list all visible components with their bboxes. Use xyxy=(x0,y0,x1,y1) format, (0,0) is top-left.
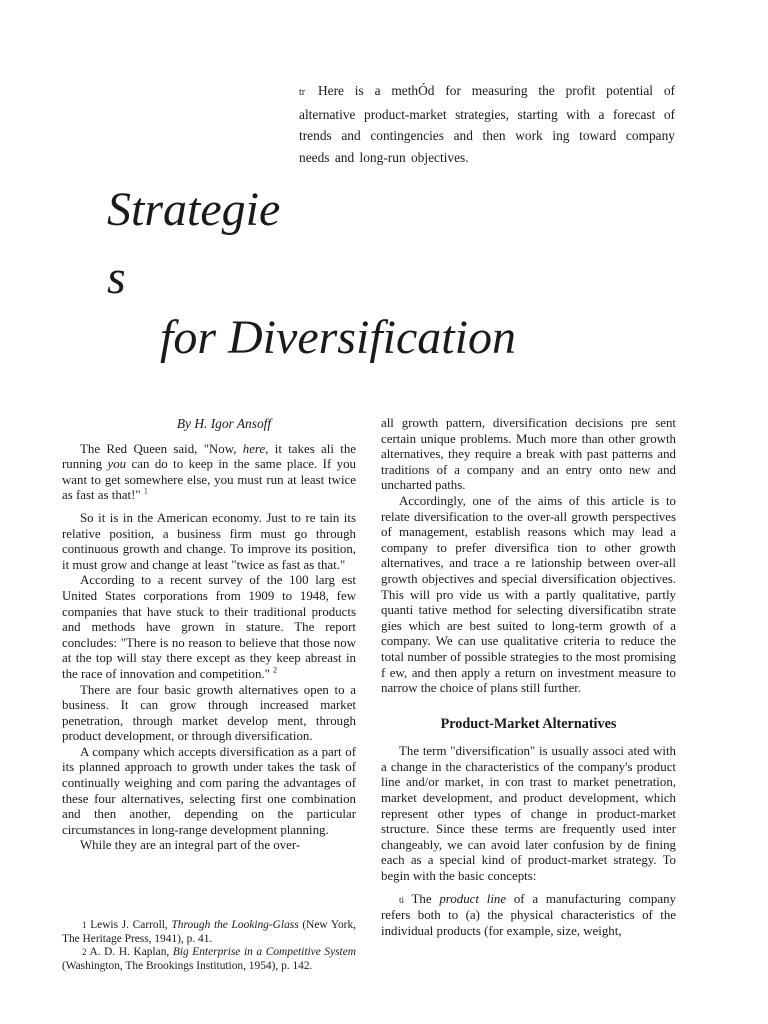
paragraph-red-queen xyxy=(62,442,356,504)
section-heading: Product-Market Alternatives xyxy=(440,715,617,732)
text-span: The Red Queen said, "Now, xyxy=(80,441,243,456)
paragraph-term-diversification: The term "diversification" is usually associ ated with a change in the characteristics of the company's product line and/or market, in con trast to market penetration, market development, and product development, which represent other types of change in product-market structure. Since these terms are frequently used inter changeably, we can avoid later confusion by de fining each as a special kind of product-market strategy. To begin with the basic concepts: xyxy=(381,744,676,884)
emphasis: product line xyxy=(439,891,507,906)
emphasis: you xyxy=(107,457,127,472)
left-column xyxy=(62,416,356,854)
footnote-ref-2: 2 xyxy=(273,665,278,675)
text-span: it takes ali the running xyxy=(62,441,356,472)
byline: By H. Igor Ansoff xyxy=(176,416,272,431)
lede-marker: tr xyxy=(299,87,306,98)
right-column xyxy=(381,416,676,939)
text-span: can do to keep in the same place. If you want to get somewhere else, you must run at least twice as fast as that!" xyxy=(62,457,356,503)
paragraph-american-economy: So it is in the American economy. Just to re tain its relative position, a business firm must go through continuous growth and change. To improve its position, it must grow and change at least "twice as fast as that." xyxy=(62,510,356,572)
emphasis: here, xyxy=(242,441,269,456)
footnotes xyxy=(62,919,356,973)
paragraph-product-line xyxy=(381,892,676,940)
text-span: (New York, The Heritage Press, 1941), p. 41. xyxy=(62,919,356,945)
paragraph-company-accepts: A company which accepts diversification as a part of its planned approach to growth under takes the task of continually weighing and com paring the advantages of these four alternatives, selecting first one combination and then another, depending on the particular circumstances in long-range development planning. xyxy=(62,744,356,837)
article-title-line-2: s xyxy=(107,251,126,304)
text-span: Lewis J. Carroll, xyxy=(90,919,172,931)
paragraph-integral-part: While they are an integral part of the over- xyxy=(80,838,301,853)
footnote-number: 1 xyxy=(82,920,87,930)
text-span: The xyxy=(411,891,440,906)
lede-paragraph xyxy=(299,80,675,168)
paragraph-survey xyxy=(62,573,356,682)
text-span: (Washington, The Brookings Institution, 1954), p. 142. xyxy=(62,959,313,972)
footnote-ref-1: 1 xyxy=(143,487,148,497)
footnote-1 xyxy=(62,919,356,946)
lede-text: Here is a methÓd for measuring the profit potential of alternative product-market strategies, starting with a forecast of trends and contingencies and then work ing toward company needs and long-run objectives. xyxy=(299,83,675,165)
citation-title: Big Enterprise in a Competitive System xyxy=(172,946,357,958)
text-span: of a manufacturing company refers both to (a) the physical characteristics of the individual products (for example, size, weight, xyxy=(381,891,676,938)
paragraph-accordingly: Accordingly, one of the aims of this article is to relate diversification to the over-all growth perspectives of management, establish reasons which may lead a company to prefer diversifica tion to other growth alternatives, and trace a re lationship between over-all growth objectives and special diversification objectives. This will pro vide us with a partly qualitative, partly quanti tative method for selecting diversificatibn strate gies which are best suited to long-term growth of a company. We can use qualitative criteria to reduce the total number of possible strategies to the most promising f ew, and then apply a return on investment measure to narrow the choice of plans still further. xyxy=(381,493,676,696)
text-span: According to a recent survey of the 100 larg est United States corporations from 1909 to 1948, few companies that have stuck to their traditional products and methods have grown in stature. The report concludes: "There is no reason to believe that those now at the top will stay there except as they keep abreast in the race of innovation and competition." xyxy=(62,573,356,681)
paragraph-overall-growth: all growth pattern, diversification decisions pre sent certain unique problems. Much more than other growth alternatives, they require a break with past patterns and traditions of a company and an entry onto new and uncharted paths. xyxy=(381,416,676,493)
paragraph-growth-alternatives: There are four basic growth alternatives open to a business. It can grow through increased market penetration, through market develop ment, through product development, or through diversification. xyxy=(62,682,356,744)
footnote-number: 2 xyxy=(82,947,87,957)
footnote-2 xyxy=(62,946,356,973)
citation-title: Through the Looking-Glass xyxy=(171,919,299,931)
text-span: A. D. H. Kaplan, xyxy=(89,946,173,958)
paragraph-marker: ti xyxy=(399,894,405,905)
article-title-line-1: Strategie xyxy=(107,183,281,236)
article-title-line-3: for Diversification xyxy=(160,311,516,364)
